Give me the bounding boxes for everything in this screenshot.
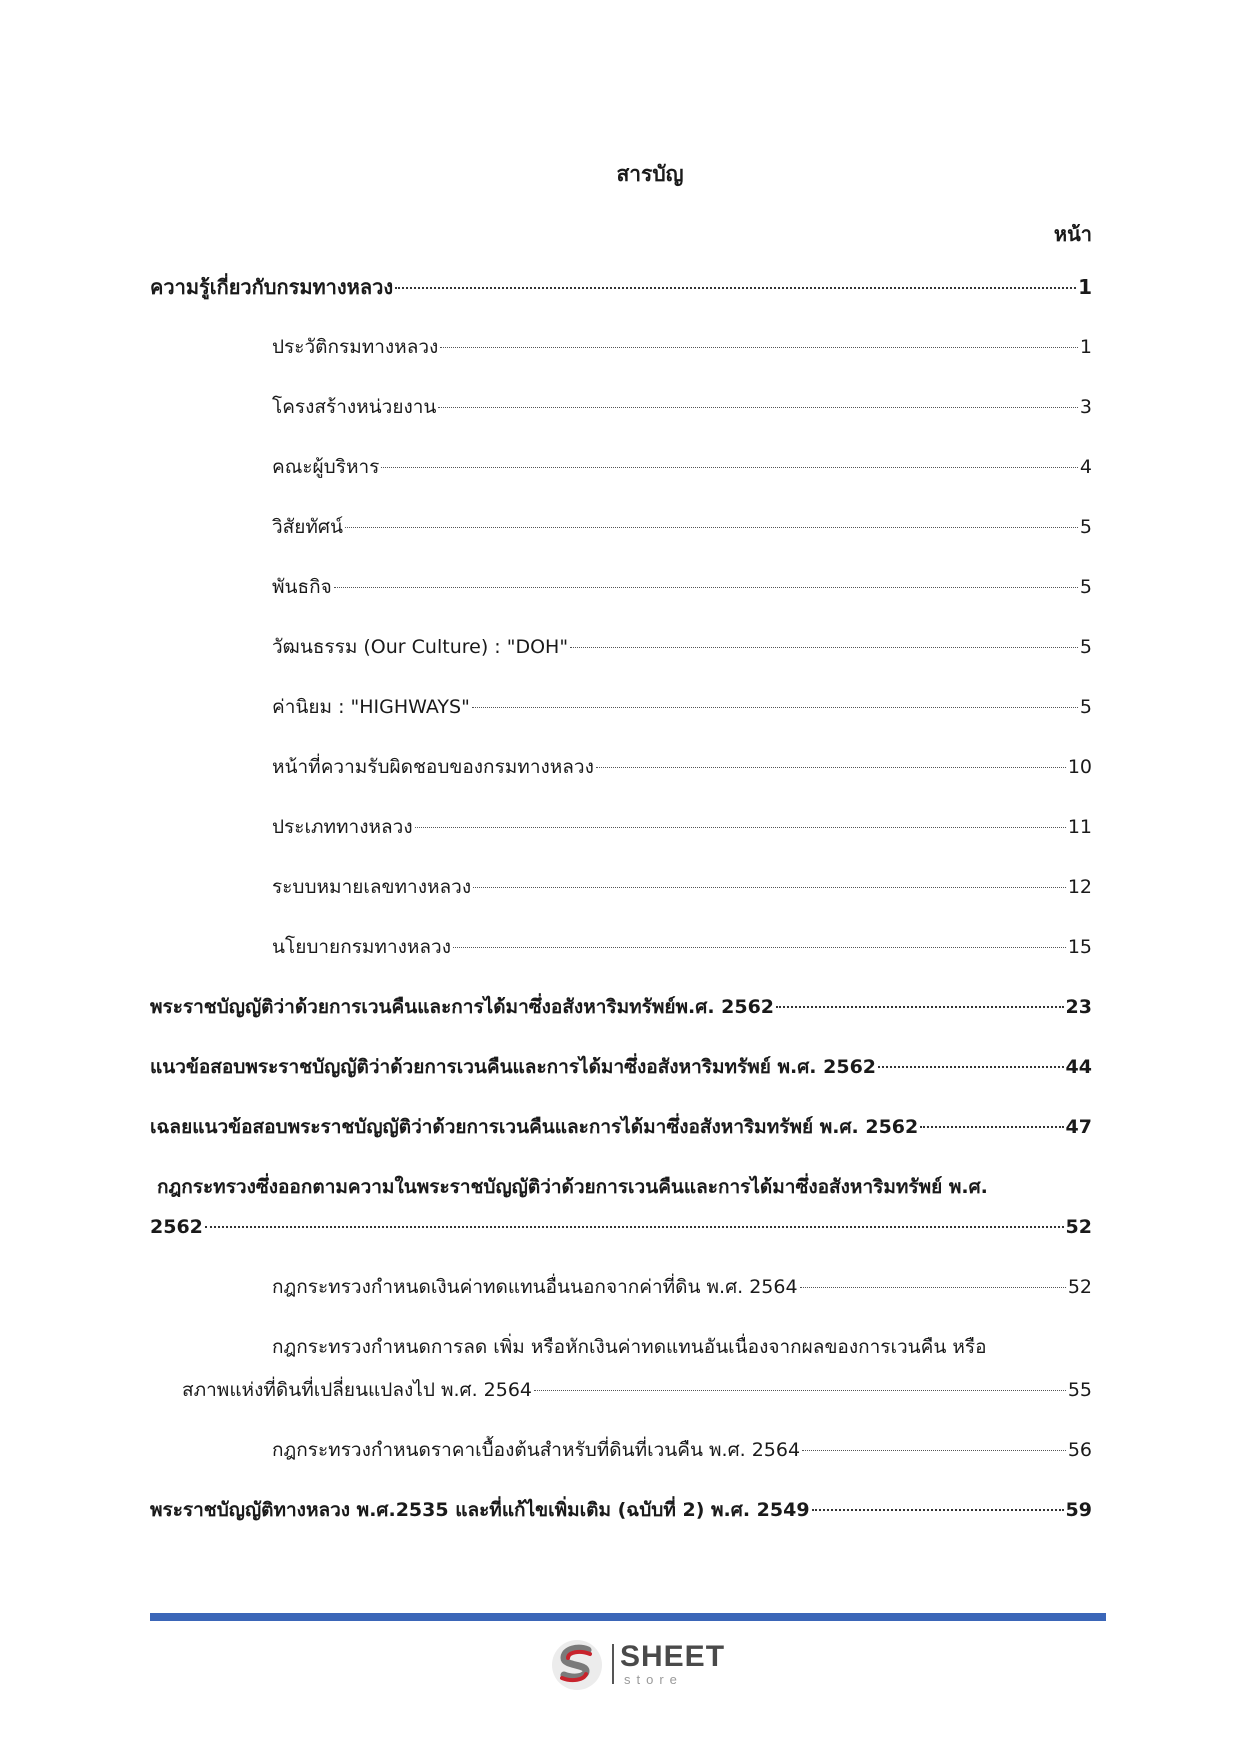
toc-entry-page: 47: [1065, 1116, 1092, 1138]
toc-entry-page: 5: [1079, 636, 1092, 658]
toc-entry-page: 55: [1067, 1379, 1092, 1401]
toc-entry[interactable]: [272, 753, 1092, 781]
toc-entry-page: 23: [1065, 996, 1092, 1018]
dot-leader: [596, 767, 1066, 768]
dot-leader: [205, 1226, 1064, 1228]
page-column-header: หน้า: [1053, 222, 1092, 246]
toc-entry[interactable]: [272, 393, 1092, 421]
dot-leader: [438, 407, 1078, 408]
toc-entry-title: กฎกระทรวงกำหนดราคาเบื้องต้นสำหรับที่ดินที่เวนคืน พ.ศ. 2564: [272, 1439, 801, 1461]
toc-entry-page: 5: [1079, 516, 1092, 538]
toc-entry[interactable]: [272, 1436, 1092, 1464]
toc-entry[interactable]: [272, 513, 1092, 541]
toc-entry-page: 59: [1065, 1499, 1092, 1521]
toc-entry-title: พระราชบัญญัติว่าด้วยการเวนคืนและการได้มาซึ่งอสังหาริมทรัพย์พ.ศ. 2562: [150, 996, 775, 1018]
toc-entry-title: หน้าที่ความรับผิดชอบของกรมทางหลวง: [272, 756, 594, 778]
dot-leader: [473, 887, 1066, 888]
toc-entry-title: พระราชบัญญัติทางหลวง พ.ศ.2535 และที่แก้ไขเพิ่มเติม (ฉบับที่ 2) พ.ศ. 2549: [150, 1499, 810, 1521]
toc-entry[interactable]: [150, 1496, 1092, 1524]
toc-entry[interactable]: [272, 573, 1092, 601]
toc-entry-page: 44: [1065, 1056, 1092, 1078]
toc-entry-page: 10: [1067, 756, 1092, 778]
toc-entry-title: 2562: [150, 1216, 203, 1238]
toc-entry-title: ค่านิยม : "HIGHWAYS": [272, 696, 470, 718]
toc-entry[interactable]: [150, 1113, 1092, 1141]
toc-entry[interactable]: [272, 693, 1092, 721]
dot-leader: [534, 1390, 1066, 1391]
toc-entry[interactable]: [150, 1053, 1092, 1081]
dot-leader: [800, 1287, 1066, 1288]
toc-entry-title: โครงสร้างหน่วยงาน: [272, 396, 437, 418]
dot-leader: [920, 1126, 1063, 1128]
dot-leader: [472, 707, 1078, 708]
toc-entry[interactable]: [272, 813, 1092, 841]
toc-entry-page: 56: [1067, 1439, 1092, 1461]
sheet-store-logo: [550, 1638, 730, 1692]
dot-leader: [381, 467, 1078, 468]
toc-entry[interactable]: [272, 873, 1092, 901]
toc-entry-title: คณะผู้บริหาร: [272, 456, 380, 478]
toc-entry-title: เฉลยแนวข้อสอบพระราชบัญญัติว่าด้วยการเวนคืนและการได้มาซึ่งอสังหาริมทรัพย์ พ.ศ. 2562: [150, 1116, 919, 1138]
toc-entry-title: วัฒนธรรม (Our Culture) : "DOH": [272, 636, 569, 658]
toc-entry-title: ประวัติกรมทางหลวง: [272, 336, 439, 358]
footer-rule: [150, 1613, 1106, 1621]
toc-entry-title: กฎกระทรวงกำหนดเงินค่าทดแทนอื่นนอกจากค่าที่ดิน พ.ศ. 2564: [272, 1276, 798, 1298]
toc-entry-page: 52: [1067, 1276, 1092, 1298]
page-title: สารบัญ: [616, 162, 684, 186]
toc-entry[interactable]: [182, 1376, 1092, 1404]
toc-entry[interactable]: [272, 933, 1092, 961]
toc-entry-page: 15: [1067, 936, 1092, 958]
toc-entry-page: 1: [1079, 336, 1092, 358]
toc-entry-line1[interactable]: กฎกระทรวงกำหนดการลด เพิ่ม หรือหักเงินค่าทดแทนอันเนื่องจากผลของการเวนคืน หรือ: [272, 1336, 987, 1358]
dot-leader: [415, 827, 1066, 828]
toc-entry[interactable]: [150, 1213, 1092, 1241]
toc-entry-title: นโยบายกรมทางหลวง: [272, 936, 452, 958]
dot-leader: [878, 1066, 1064, 1068]
toc-entry[interactable]: [272, 1273, 1092, 1301]
sheet-s-logo-icon: [550, 1638, 604, 1692]
toc-entry-page: 1: [1078, 275, 1092, 299]
logo-subtext: store: [624, 1672, 683, 1687]
logo-divider: [612, 1644, 614, 1684]
dot-leader: [440, 347, 1078, 348]
toc-entry[interactable]: [272, 453, 1092, 481]
logo-text: SHEET: [620, 1640, 726, 1673]
toc-entry[interactable]: [150, 273, 1092, 301]
toc-entry-page: 11: [1067, 816, 1092, 838]
toc-entry[interactable]: [150, 993, 1092, 1021]
toc-entry-page: 5: [1079, 696, 1092, 718]
dot-leader: [570, 647, 1078, 648]
toc-entry-page: 5: [1079, 576, 1092, 598]
toc-entry[interactable]: [272, 333, 1092, 361]
toc-entry-title: ประเภททางหลวง: [272, 816, 413, 838]
dot-leader: [345, 527, 1078, 528]
dot-leader: [812, 1509, 1064, 1511]
toc-entry-title: วิสัยทัศน์: [272, 516, 343, 538]
dot-leader: [334, 587, 1078, 588]
toc-entry-title: พันธกิจ: [272, 576, 332, 598]
toc-entry-title: ระบบหมายเลขทางหลวง: [272, 876, 472, 898]
dot-leader: [395, 287, 1076, 289]
dot-leader: [776, 1006, 1064, 1008]
toc-entry-page: 3: [1079, 396, 1092, 418]
toc-entry-title: แนวข้อสอบพระราชบัญญัติว่าด้วยการเวนคืนและการได้มาซึ่งอสังหาริมทรัพย์ พ.ศ. 2562: [150, 1056, 877, 1078]
toc-entry-title: สภาพแห่งที่ดินที่เปลี่ยนแปลงไป พ.ศ. 2564: [182, 1379, 532, 1401]
toc-entry-page: 4: [1079, 456, 1092, 478]
toc-entry-page: 12: [1067, 876, 1092, 898]
toc-entry-page: 52: [1065, 1216, 1092, 1238]
toc-entry-line1[interactable]: กฎกระทรวงซึ่งออกตามความในพระราชบัญญัติว่าด้วยการเวนคืนและการได้มาซึ่งอสังหาริมทรัพย์ พ.ศ.: [157, 1176, 988, 1198]
dot-leader: [453, 947, 1066, 948]
dot-leader: [802, 1450, 1066, 1451]
toc-entry[interactable]: [272, 633, 1092, 661]
toc-entry-title: ความรู้เกี่ยวกับกรมทางหลวง: [150, 275, 394, 299]
